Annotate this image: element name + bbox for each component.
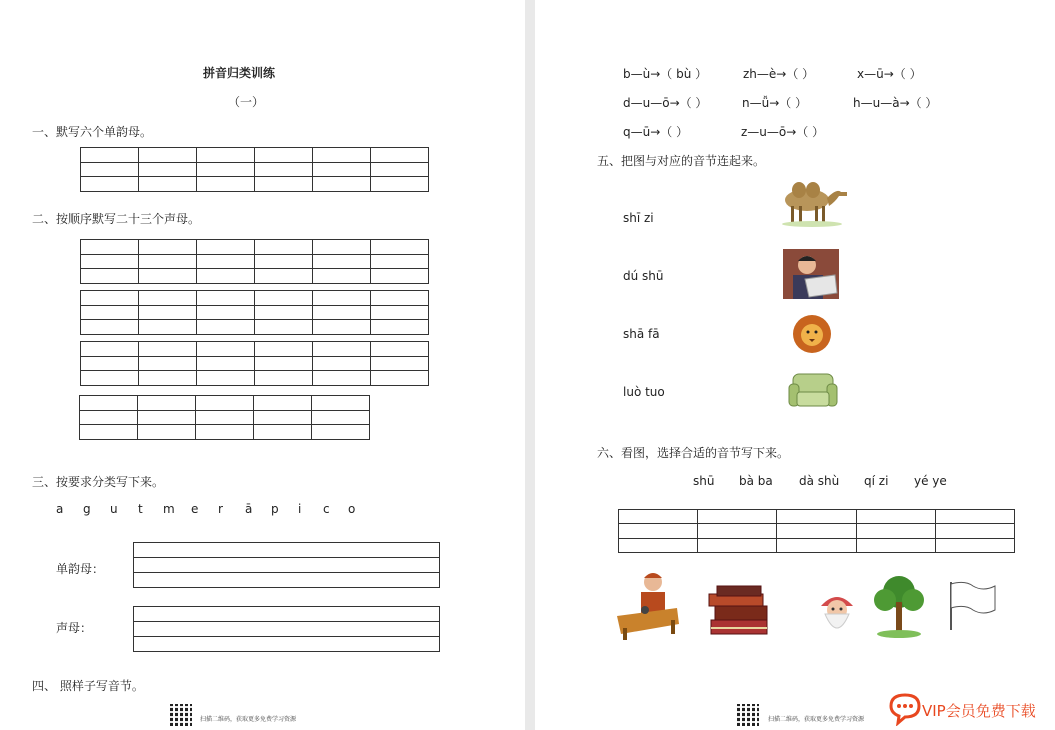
question-3: 三、按要求分类写下来。	[32, 475, 165, 489]
syllable-label: dú shū	[623, 269, 664, 283]
vip-download-label[interactable]: VIP会员免费下载	[922, 702, 1036, 720]
syllable-label: shī zi	[623, 211, 654, 225]
letter: t	[138, 502, 143, 516]
reading-man-picture	[783, 249, 839, 299]
answer-grid-q2-row2	[80, 290, 429, 335]
sofa-picture	[787, 370, 839, 412]
camel-picture	[777, 178, 855, 228]
qr-code	[737, 704, 759, 726]
letter: i	[298, 502, 302, 516]
writing-lines-shengmu	[133, 606, 440, 652]
letter: u	[110, 502, 118, 516]
example-syllable: b—ù→（ bù ）	[623, 67, 708, 81]
example-syllable: q—ū→（ ）	[623, 125, 689, 139]
flag-picture	[947, 580, 999, 632]
choice-syllable: bà ba	[739, 474, 773, 488]
choice-syllable: shū	[693, 474, 715, 488]
letter: ā	[245, 502, 253, 516]
grandpa-picture	[813, 588, 861, 640]
page-subtitle: （一）	[228, 95, 265, 109]
page-title: 拼音归类训练	[203, 66, 276, 80]
qr-code	[170, 704, 192, 726]
example-syllable: z—u—ō→（ ）	[741, 125, 825, 139]
man-on-phone-picture	[615, 568, 681, 642]
answer-grid-q2-row1	[80, 239, 429, 284]
syllable-label: luò tuo	[623, 385, 665, 399]
label-yunmu: 单韵母：	[56, 562, 105, 576]
worksheet-page-right	[535, 0, 1055, 730]
lion-picture	[791, 310, 833, 360]
letter: c	[323, 502, 330, 516]
writing-lines-yunmu	[133, 542, 440, 588]
letter: g	[83, 502, 91, 516]
choice-syllable: dà shù	[799, 474, 840, 488]
choice-syllable: qí zi	[864, 474, 889, 488]
example-syllable: d—u—ō→（ ）	[623, 96, 708, 110]
answer-grid-q1	[80, 147, 429, 192]
answer-grid-q2-row4	[79, 395, 370, 440]
letter: m	[163, 502, 175, 516]
tree-picture	[869, 572, 929, 640]
example-syllable: zh—è→（ ）	[743, 67, 815, 81]
letter: e	[191, 502, 199, 516]
chat-bubble-icon	[888, 692, 922, 726]
syllable-label: shā fā	[623, 327, 660, 341]
letter: a	[56, 502, 64, 516]
worksheet-page-left	[0, 0, 525, 730]
letter: o	[348, 502, 356, 516]
footer-text: 扫描二维码，获取更多免费学习资源	[768, 716, 865, 723]
letter: r	[218, 502, 223, 516]
question-1: 一、默写六个单韵母。	[32, 125, 153, 139]
question-2: 二、按顺序默写二十三个声母。	[32, 212, 201, 226]
footer-text: 扫描二维码，获取更多免费学习资源	[200, 716, 297, 723]
letter: p	[271, 502, 279, 516]
choice-syllable: yé ye	[914, 474, 947, 488]
answer-grid-q2-row3	[80, 341, 429, 386]
books-picture	[707, 584, 773, 640]
question-5: 五、把图与对应的音节连起来。	[597, 154, 766, 168]
question-4: 四、 照样子写音节。	[32, 679, 144, 693]
vip-download-badge[interactable]	[880, 688, 1055, 730]
example-syllable: x—ū→（ ）	[857, 67, 922, 81]
answer-grid-q6	[618, 509, 1015, 553]
question-6: 六、看图，选择合适的音节写下来。	[597, 446, 790, 460]
label-shengmu: 声母：	[56, 621, 93, 635]
example-syllable: n—ǚ→（ ）	[742, 96, 808, 110]
example-syllable: h—u—à→（ ）	[853, 96, 938, 110]
